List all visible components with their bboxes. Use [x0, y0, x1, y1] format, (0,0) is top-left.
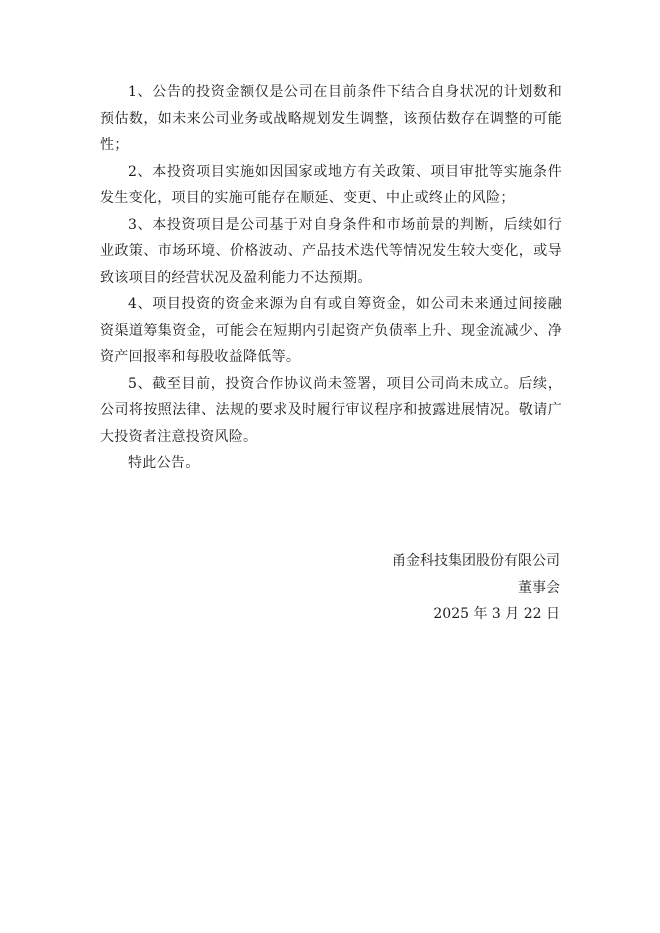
risk-item-2: 2、本投资项目实施如因国家或地方有关政策、项目审批等实施条件发生变化，项目的实施可能存在顺延、变更、中止或终止的风险；: [100, 163, 562, 206]
company-name: 甬金科技集团股份有限公司: [392, 553, 560, 569]
board-name: 董事会: [518, 579, 560, 596]
closing-statement: 特此公告。: [128, 455, 200, 471]
risk-item-4: 4、项目投资的资金来源为自有或自筹资金，如公司未来通过间接融资渠道筹集资金，可能会在短期内引起资产负债率上升、现金流减少、净资产回报率和每股收益降低等。: [100, 296, 562, 365]
risk-item-1: 1、公告的投资金额仅是公司在目前条件下结合自身状况的计划数和预估数，如未来公司业务或战略规划发生调整，该预估数存在调整的可能性；: [100, 84, 562, 153]
announcement-date: 2025 年 3 月 22 日: [433, 606, 560, 622]
announcement-body: [100, 79, 562, 477]
risk-item-3: 3、本投资项目是公司基于对自身条件和市场前景的判断，后续如行业政策、市场环境、价格波动、产品技术迭代等情况发生较大变化，或导致该项目的经营状况及盈利能力不达预期。: [100, 216, 562, 286]
risk-item-5: 5、截至目前，投资合作协议尚未签署，项目公司尚未成立。后续，公司将按照法律、法规的要求及时履行审议程序和披露进展情况。敬请广大投资者注意投资风险。: [100, 375, 562, 445]
signature-block: [392, 548, 560, 628]
